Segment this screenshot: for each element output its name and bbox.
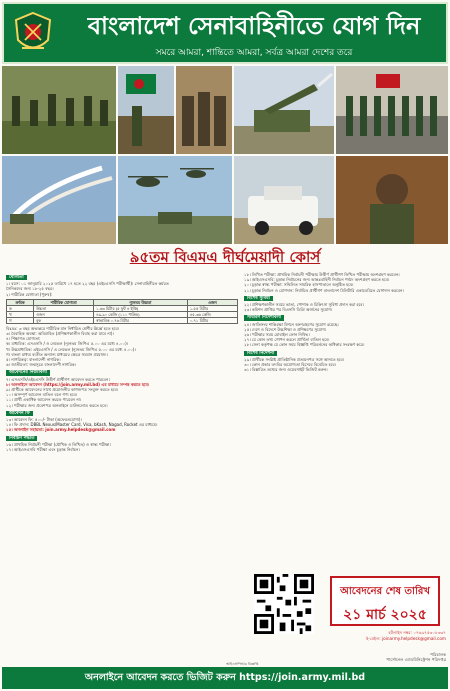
info-line: ৯। প্রার্থীকে আবেদনের সাথে প্রয়োজনীয় কাগজপত্র সংযুক্ত করতে হবে।	[6, 387, 119, 393]
table-header: ওজন	[187, 299, 237, 305]
table-cell: ৪৫.৩৬ কেজি	[187, 311, 237, 317]
table-cell: ক	[7, 305, 34, 311]
signatory-title: পরিচালক	[430, 652, 446, 657]
info-line: ২৭। যে কোন তথ্য গোপন করলে প্রার্থিতা বাতিল হবে।	[244, 337, 330, 343]
info-line: ৭। এসএসসি/এইচএসসি উত্তীর্ণ প্রার্থীগণ আবেদন করতে পারবেন।	[6, 376, 110, 382]
info-line: ৩। বৈবাহিক অবস্থা: অবিবাহিত (প্রশিক্ষণকালীন বিবাহ করা যাবে না)।	[6, 331, 114, 337]
info-line: ৩০। কোন প্রকার তদবির অযোগ্যতা হিসেবে বিবেচিত হবে।	[244, 362, 337, 368]
apply-online-link[interactable]: অনলাইনে আবেদন করতে ভিজিট করুন https://join.army.mil.bd	[2, 667, 448, 689]
photo-collage	[2, 66, 448, 244]
info-line: ৩১। বিস্তারিত তথ্যের জন্য ওয়েবসাইট ভিজিট করুন।	[244, 367, 328, 373]
info-line: ৪। শিক্ষাগত যোগ্যতা:	[6, 336, 41, 342]
course-title: ৯৫তম বিএমএ দীর্ঘমেয়াদী কোর্স	[129, 248, 321, 266]
info-line: ১০। অসম্পূর্ণ আবেদন বাতিল বলে গণ্য হবে।	[6, 392, 78, 398]
table-header: ন্যূনতম উচ্চতা	[94, 299, 188, 305]
reference-note: আইএসপিআর বিজ্ঞপ্তি	[226, 662, 259, 666]
info-line: ৬। জাতীয়তা: জন্মসূত্রে বাংলাদেশী নাগরিক।	[6, 362, 76, 368]
eligibility-line: ১। বয়স: ০১ জানুয়ারি ২০২৫ তারিখে ১৭ হতে ২২ বছর (এইচএসসি পরীক্ষার্থী)। সেনাবাহিনীতে কর্মরত	[6, 281, 169, 287]
info-line: ২৯। প্রার্থীকে সংশ্লিষ্ট প্রাতিষ্ঠানিক প্রত্যয়নপত্র সঙ্গে আনতে হবে।	[244, 356, 345, 362]
section-title-eligibility: যোগ্যতা	[6, 275, 27, 280]
poster-title: বাংলাদেশ সেনাবাহিনীতে যোগ দিন	[87, 12, 421, 40]
info-line: ১৪। ফি প্রদান: DBBL Nexus/Master Card, Visa, bKash, Nagad, Rocket এর মাধ্যমে।	[6, 422, 158, 428]
right-column	[244, 272, 444, 562]
poster-header	[2, 2, 448, 64]
table-cell: ওজন	[34, 311, 94, 317]
info-line: ১৮। লিখিত পরীক্ষা: প্রাথমিক নির্বাচনী পরীক্ষায় উত্তীর্ণ প্রার্থীগণ লিখিত পরীক্ষায় অংশগ্রহণ করবেন।	[244, 272, 400, 277]
poster-slogan: সমরে আমরা, শান্তিতে আমরা, সর্বত্র আমরা দেশের তরে	[155, 48, 353, 58]
info-line: ২৩। কমিশন প্রাপ্তির পর বিএসসি ডিগ্রি অর্জনের সুযোগ।	[244, 307, 333, 313]
info-line: ২৪। জাতিসংঘ শান্তিরক্ষা মিশনে অংশগ্রহণের সুযোগ রয়েছে।	[244, 321, 339, 327]
info-line: ২১। চূড়ান্ত নির্বাচন ও যোগদান: নির্বাচিত প্রার্থীগণ বাংলাদেশ মিলিটারি একাডেমিতে যোগদান করবেন।	[244, 287, 404, 293]
table-cell: খ	[7, 311, 34, 317]
info-line: বিঃদ্রঃ: ৩ বছর অভ্যন্তরে শারীরিক মান নির্ধারিত শ্রেণীর ঊর্ধ্বে হতে হবে।	[6, 325, 120, 331]
contact-info	[346, 630, 446, 652]
signatory-block	[290, 653, 446, 667]
missile-trails-photo	[2, 156, 116, 244]
table-header: শারীরিক যোগ্যতা	[34, 299, 94, 305]
info-line: ২০। চূড়ান্ত স্বাস্থ্য পরীক্ষা: সম্মিলিত সামরিক হাসপাতালে অনুষ্ঠিত হবে।	[244, 282, 354, 288]
soldiers-in-field-photo	[2, 66, 116, 154]
info-line: ১৩। আবেদন ফি: ৫০০/- টাকা (অফেরতযোগ্য)।	[6, 417, 82, 423]
table-header: ক্রমিক	[7, 299, 34, 305]
table-cell: ৪৯.৯০ কেজি (১১০ পাউন্ড)	[94, 311, 188, 317]
flag-and-troops-photo	[118, 66, 174, 154]
contact-email[interactable]: ই-মেইল: joinarmy.helpdesk@gmail.com	[366, 636, 446, 641]
physical-requirements-table	[6, 299, 238, 324]
hotline-number: হটলাইন নম্বর: ০৭৬৯৭৫৩০৮৩৩৭	[388, 630, 446, 635]
helicopters-photo	[118, 156, 232, 244]
table-cell: বুক	[34, 317, 94, 323]
info-line: ক। মাধ্যমিক: এসএসসি / ও লেভেল (ন্যূনতম জিপিএ ৫.০০ এর মধ্যে ৪.০০)।	[6, 341, 129, 347]
info-line: ১৭। আইএসএসবি পরীক্ষা এবং চূড়ান্ত নির্বাচন।	[6, 447, 80, 453]
info-line: ৮। অনলাইনে আবেদন (https://join.army.mil.bd) এর মাধ্যমে সম্পন্ন করতে হবে।	[6, 381, 150, 387]
army-crest-icon	[10, 10, 56, 58]
info-line: ১২। পরীক্ষার জন্য প্রবেশপত্র অনলাইনে ডাউনলোড করতে হবে।	[6, 402, 108, 408]
info-line: ১১। প্রার্থী একাধিক আবেদন করতে পারবেন না।	[6, 397, 82, 403]
parade-march-photo	[336, 66, 448, 154]
info-line: ২৮। সেনা কর্তৃপক্ষ যে কোন সময় বিজ্ঞপ্তি পরিবর্তনের অধিকার সংরক্ষণ করে।	[244, 342, 365, 348]
section-title-selection: নির্বাচন পদ্ধতি	[6, 436, 37, 441]
section-title-general-instructions: সাধারণ নির্দেশাবলী	[244, 315, 284, 320]
info-line: ২২। প্রশিক্ষণকালীন সময়ে ভাতা, পোশাক ও চিকিৎসা সুবিধা প্রদান করা হবে।	[244, 302, 364, 308]
section-title-application-fee: আবেদন ফি	[6, 411, 33, 416]
table-cell: ১.৬৩ মিটার (৫ ফুট ৪ ইঞ্চি)	[94, 305, 188, 311]
missile-launcher-photo	[234, 66, 334, 154]
info-line: ৫। নাগরিকত্ব: বাংলাদেশী নাগরিক।	[6, 357, 61, 363]
table-row	[7, 311, 238, 317]
eligibility-line: সৈনিকদের জন্য ১৮-২৫ বছর।	[6, 286, 54, 292]
section-title-special-notes: বিশেষ নির্দেশনা	[244, 351, 277, 356]
section-title-application-rules: আবেদনের নিয়মাবলী	[6, 370, 50, 375]
info-line: ২৬। পরীক্ষার সময় মোবাইল ফোন নিষিদ্ধ।	[244, 332, 310, 338]
section-title-benefits: বিশেষ সুবিধা	[244, 296, 273, 301]
info-line: ১৯। আইএসএসবি: চূড়ান্ত নির্বাচনের জন্য আন্তঃবাহিনী নির্বাচন পর্ষদে অংশগ্রহণ করতে হবে।	[244, 277, 390, 283]
info-line: খ। উচ্চমাধ্যমিক: এইচএসসি / এ লেভেল (ন্যূনতম জিপিএ ৫.০০ এর মধ্যে ৪.০০)।	[6, 346, 136, 352]
deadline-label: আবেদনের শেষ তারিখ	[340, 586, 430, 597]
info-line: ২৫। দেশে ও বিদেশে উচ্চশিক্ষা ও প্রশিক্ষণের সুযোগ।	[244, 326, 327, 332]
eligibility-line: ২। শারীরিক যোগ্যতা (পুরুষ):	[6, 291, 53, 297]
un-vehicle-photo	[234, 156, 334, 244]
info-line: ১৫। অনলাইন সহায়তা: join.army.helpdesk@gmail.com	[6, 427, 116, 433]
table-cell: উচ্চতা	[34, 305, 94, 311]
qr-code-icon[interactable]	[254, 574, 314, 634]
deadline-box	[330, 576, 440, 626]
table-row	[7, 317, 238, 323]
table-cell: স্বাভাবিক ০.৭৬ মিটার	[94, 317, 188, 323]
table-cell: গ	[7, 317, 34, 323]
info-line: ১৬। প্রাথমিক নির্বাচনী পরীক্ষা (মৌখিক ও লিখিত) ও স্বাস্থ্য পরীক্ষা।	[6, 441, 111, 447]
soldiers-group-photo	[176, 66, 232, 154]
left-column	[6, 272, 238, 664]
info-line: গ। বাংলা মাধ্যম ব্যতীত অন্যান্য মাধ্যমের ক্ষেত্রে সমমান প্রযোজ্য।	[6, 351, 108, 357]
soldier-portrait-photo	[336, 156, 448, 244]
table-cell: ০.৭১ মিটার	[187, 317, 237, 323]
table-cell: ১.৫৫ মিটার	[187, 305, 237, 311]
signatory-office: পার্সোনেল এ্যাডমিনিস্ট্রেশন পরিদপ্তর	[386, 656, 446, 662]
table-row	[7, 305, 238, 311]
deadline-date: ২১ মার্চ ২০২৫	[343, 607, 427, 623]
